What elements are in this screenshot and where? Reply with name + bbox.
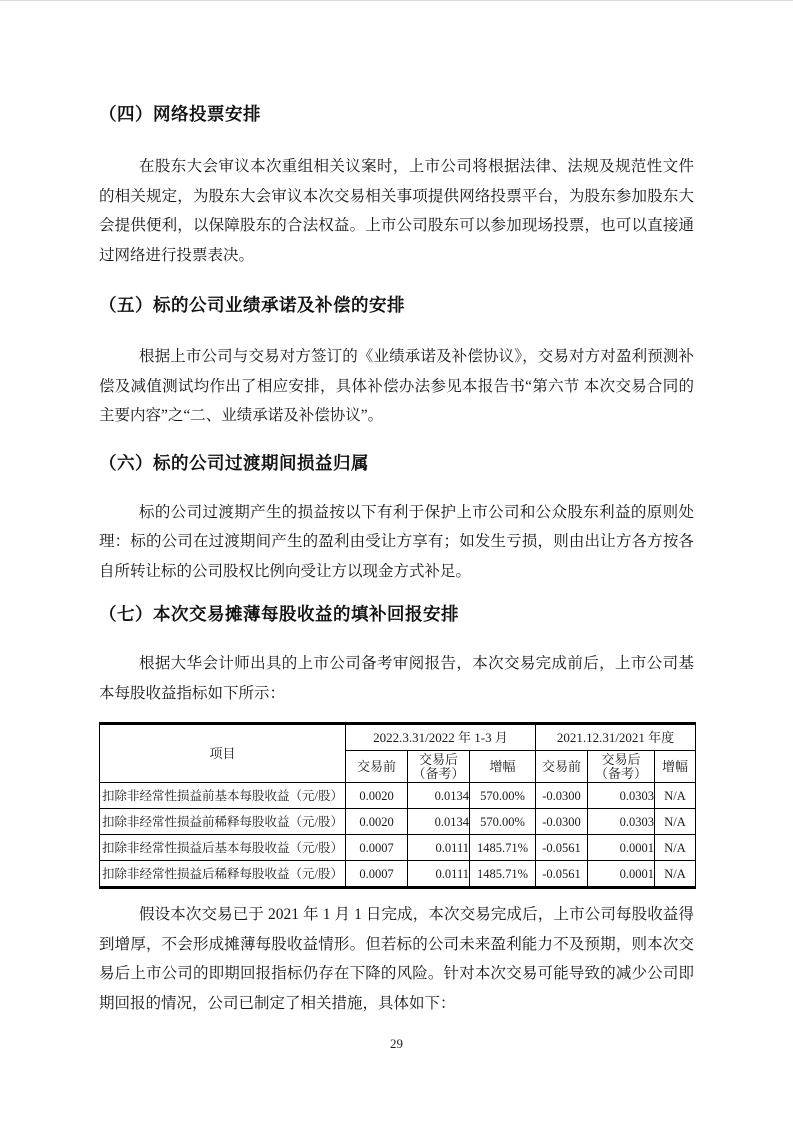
section-heading-4: （四）网络投票安排 bbox=[99, 104, 261, 124]
table-row bbox=[100, 861, 696, 888]
table-header-post-deal-2021-line2: （备考） bbox=[594, 765, 647, 781]
row-label: 扣除非经常性损益前基本每股收益（元/股） bbox=[100, 783, 346, 809]
table-row bbox=[100, 835, 696, 861]
cell-value: 0.0001 bbox=[588, 861, 655, 888]
section-paragraph-5: 根据上市公司与交易对方签订的《业绩承诺及补偿协议》，交易对方对盈利预测补偿及减值测试均作出了相应安排，具体补偿办法参见本报告书“第六节 本次交易合同的主要内容”之“二、业绩承诺及补偿协议”。 bbox=[99, 348, 694, 424]
cell-value: -0.0561 bbox=[536, 861, 588, 888]
section-heading-6: （六）标的公司过渡期间损益归属 bbox=[99, 452, 369, 473]
page-top-edge bbox=[0, 0, 793, 1]
cell-value: N/A bbox=[655, 835, 696, 861]
cell-value: 570.00% bbox=[470, 783, 536, 809]
section-paragraph-7: 根据大华会计师出具的上市公司备考审阅报告，本次交易完成前后，上市公司基本每股收益指标如下所示： bbox=[99, 655, 694, 702]
table-header-pre-deal-2022: 交易前 bbox=[346, 751, 408, 783]
row-label: 扣除非经常性损益后基本每股收益（元/股） bbox=[100, 835, 346, 861]
cell-value: N/A bbox=[655, 783, 696, 809]
cell-value: 0.0134 bbox=[408, 783, 470, 809]
section-heading-5: （五）标的公司业绩承诺及补偿的安排 bbox=[99, 295, 405, 315]
row-label: 扣除非经常性损益前稀释每股收益（元/股） bbox=[100, 809, 346, 835]
table-header-change-2021: 增幅 bbox=[655, 751, 696, 783]
table-header-post-deal-2022 bbox=[408, 751, 470, 783]
table-header-pre-deal-2021: 交易前 bbox=[536, 751, 588, 783]
cell-value: 1485.71% bbox=[470, 835, 536, 861]
cell-value: 0.0303 bbox=[588, 809, 655, 835]
table-header-post-deal-2021-line1: 交易后 bbox=[601, 751, 641, 767]
cell-value: 0.0007 bbox=[346, 861, 408, 888]
section-paragraph-4: 在股东大会审议本次重组相关议案时，上市公司将根据法律、法规及规范性文件的相关规定，为股东大会审议本次交易相关事项提供网络投票平台，为股东参加股东大会提供便利，以保障股东的合法权益。上市公司股东可以参加现场投票，也可以直接通过网络进行投票表决。 bbox=[99, 158, 694, 264]
cell-value: 0.0111 bbox=[408, 835, 470, 861]
cell-value: 0.0303 bbox=[588, 783, 655, 809]
cell-value: -0.0300 bbox=[536, 783, 588, 809]
page-number: 29 bbox=[390, 1036, 403, 1051]
cell-value: N/A bbox=[655, 861, 696, 888]
table-header-period-2021: 2021.12.31/2021 年度 bbox=[536, 724, 696, 751]
table-header-change-2022: 增幅 bbox=[470, 751, 536, 783]
closing-paragraph: 假设本次交易已于 2021 年 1 月 1 日完成，本次交易完成后，上市公司每股收益得到增厚，不会形成摊薄每股收益情形。但若标的公司未来盈利能力不及预期，则本次交易后上市公司的即期回报指标仍存在下降的风险。针对本次交易可能导致的减少公司即期回报的情况，公司已制定了相关措施，具体如下： bbox=[99, 906, 694, 1012]
cell-value: 0.0020 bbox=[346, 809, 408, 835]
table-header-group-row bbox=[100, 724, 696, 751]
eps-comparison-table bbox=[99, 722, 696, 889]
row-label: 扣除非经常性损益后稀释每股收益（元/股） bbox=[100, 861, 346, 888]
cell-value: -0.0300 bbox=[536, 809, 588, 835]
table-row bbox=[100, 809, 696, 835]
cell-value: 570.00% bbox=[470, 809, 536, 835]
cell-value: -0.0561 bbox=[536, 835, 588, 861]
table-header-period-2022: 2022.3.31/2022 年 1-3 月 bbox=[346, 724, 536, 751]
table-header-item: 项目 bbox=[100, 724, 346, 783]
cell-value: 0.0111 bbox=[408, 861, 470, 888]
table-header-post-deal-2022-line1: 交易后 bbox=[418, 751, 458, 767]
cell-value: N/A bbox=[655, 809, 696, 835]
cell-value: 1485.71% bbox=[470, 861, 536, 888]
cell-value: 0.0007 bbox=[346, 835, 408, 861]
cell-value: 0.0001 bbox=[588, 835, 655, 861]
table-header-post-deal-2021 bbox=[588, 751, 655, 783]
section-paragraph-6: 标的公司过渡期产生的损益按以下有利于保护上市公司和公众股东利益的原则处理：标的公司在过渡期间产生的盈利由受让方享有；如发生亏损，则由出让方各方按各自所转让标的公司股权比例向受让方以现金方式补足。 bbox=[99, 503, 694, 580]
table-header-post-deal-2022-line2: （备考） bbox=[412, 765, 465, 781]
cell-value: 0.0020 bbox=[346, 783, 408, 809]
section-heading-7: （七）本次交易摊薄每股收益的填补回报安排 bbox=[99, 604, 459, 624]
cell-value: 0.0134 bbox=[408, 809, 470, 835]
table-row bbox=[100, 783, 696, 809]
